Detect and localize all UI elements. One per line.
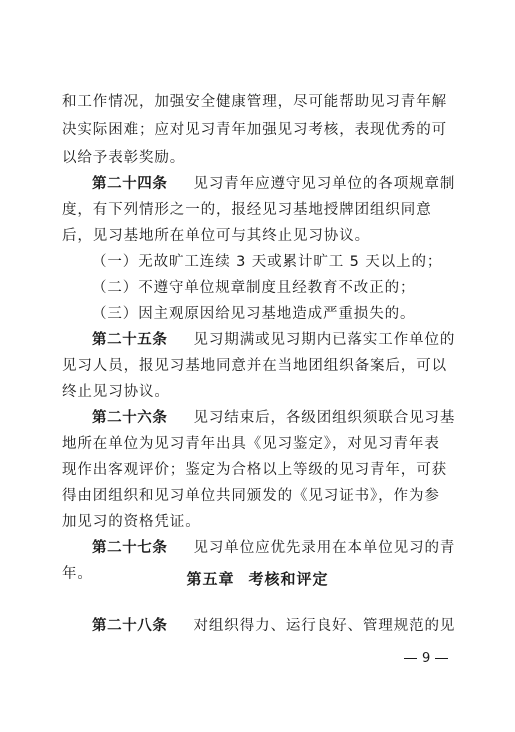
article-25-text: 见习期满或见习期内已落实工作单位的 [193,332,456,348]
list-item-1: （一）无故旷工连续 3 天或累计旷工 5 天以上的； [92,254,443,270]
page-number-footer [404,651,448,666]
article-25-line [92,330,455,350]
paragraph-line: 后，见习基地所在单位可与其终止见习协议。 [62,228,370,244]
article-26-heading: 第二十六条 [92,409,168,426]
paragraph-line: 和工作情况，加强安全健康管理，尽可能帮助见习青年解 [62,94,447,110]
article-25-heading: 第二十五条 [92,331,168,348]
chapter-number: 第五章 [186,570,235,588]
page-number: 9 [422,651,431,666]
dash-decoration [435,658,448,660]
article-27-heading: 第二十七条 [92,539,168,556]
article-24-line [92,174,455,194]
paragraph-line: 现作出客观评价；鉴定为合格以上等级的见习青年，可获 [62,462,447,478]
article-27-line [92,538,455,558]
article-27-text: 见习单位应优先录用在本单位见习的青 [193,540,456,556]
paragraph-line: 决实际困难；应对见习青年加强见习考核，表现优秀的可 [62,122,447,138]
paragraph-line: 地所在单位为见习青年出具《见习鉴定》，对见习青年表 [62,436,440,452]
paragraph-line: 以给予表彰奖励。 [62,150,186,166]
article-24-heading: 第二十四条 [92,175,168,192]
article-28-heading: 第二十八条 [92,617,168,634]
chapter-title: 考核和评定 [248,570,329,588]
chapter-heading [0,568,515,589]
paragraph-line: 加见习的资格凭证。 [62,514,201,530]
article-24-text: 见习青年应遵守见习单位的各项规章制 [193,176,456,192]
article-26-text: 见习结束后，各级团组织须联合见习基 [193,410,456,426]
paragraph-line: 得由团组织和见习单位共同颁发的《见习证书》，作为参 [62,488,440,504]
article-28-line [92,616,455,636]
list-item-2: （二）不遵守单位规章制度且经教育不改正的； [92,280,416,296]
paragraph-line: 度，有下列情形之一的，报经见习基地授牌团组织同意 [62,202,432,218]
article-28-text: 对组织得力、运行良好、管理规范的见 [193,618,456,634]
list-item-3: （三）因主观原因给见习基地造成严重损失的。 [92,306,416,322]
article-26-line [92,408,455,428]
paragraph-line: 年。 [62,566,93,582]
dash-decoration [404,658,417,660]
paragraph-line: 见习人员，报见习基地同意并在当地团组织备案后，可以 [62,358,447,374]
paragraph-line: 终止见习协议。 [62,384,170,400]
